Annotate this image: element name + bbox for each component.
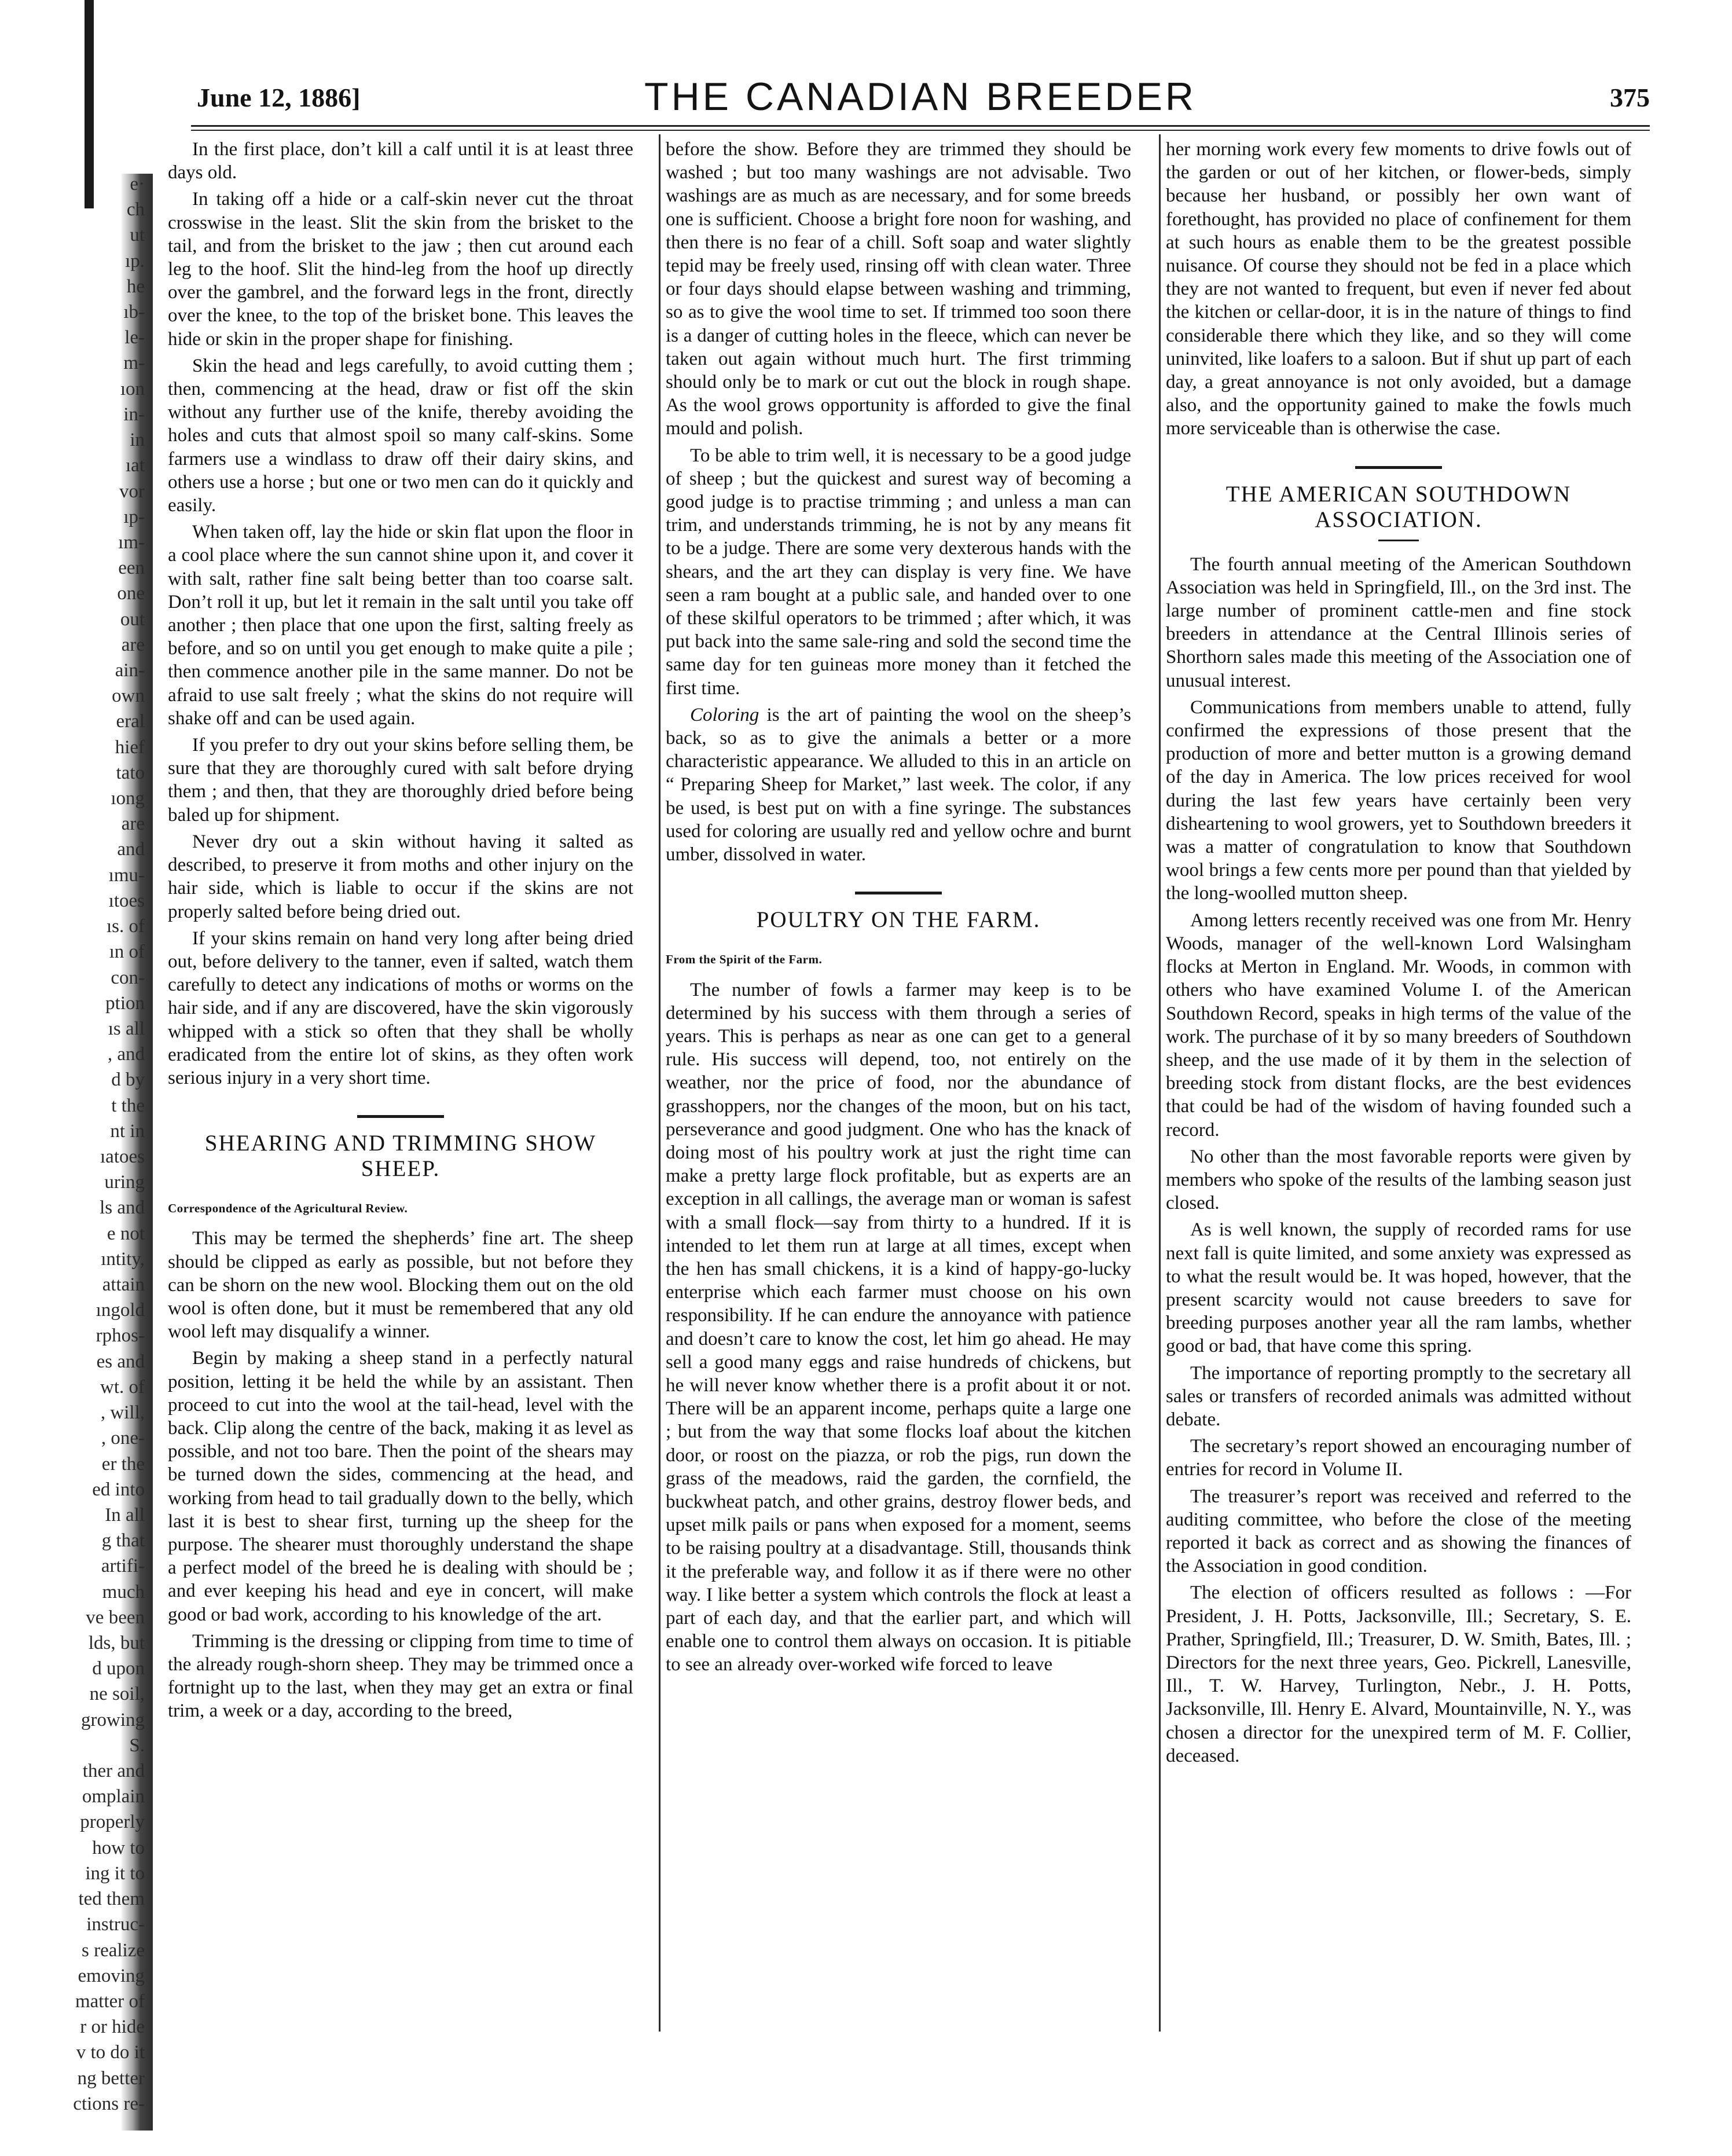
paragraph: The fourth annual meeting of the American Southdown Association was held in Springfield, Ill., on the 3rd inst. The large number of prominent cattle-men and fine stock breeders in attendance at the Central Illinois series of Shorthorn sales made this meeting of the Association one of unusual interest. (1166, 553, 1631, 691)
paragraph: The number of fowls a farmer may keep is to be determined by his success with them through a series of years. This is perhaps as near as one can get to a general rule. His success will depend, too, not entirely on the weather, nor the price of food, nor the abundance of grasshoppers, nor the changes of the moon, but on his tact, perseverance and good judgment. One who has the knack of doing most of his poultry work at just the right time can make a pretty large flock profitable, but as experts are an exception in all callings, the average man or woman is safest with a small flock—say from thirty to a hundred. If it is intended to let them run at large at all times, except when the hen has small chickens, it is a kind of happy-go-lucky enterprise which each farmer must choose on his own responsibility. If he can endure the annoyance with patience and doesn’t care to know the cost, let him go ahead. He may sell a good many eggs and raise hundreds of chickens, but he will never know whether there is a profit about it or not. There will be an apparent income, perhaps quite a large one ; but from the way that some flocks loaf about the kitchen door, or roost on the piazza, or rob the pigs, run down the grass of the meadows, raid the garden, the cornfield, the buckwheat patch, and other grains, destroy flower beds, and upset milk pails or pans when exposed for a moment, seems to be raising poultry at a disadvantage. Still, thousands think it the preferable way, and follow it as if there were no other way. I like better a system which controls the flock at least a part of each day, and that the earlier part, and which will enable one to control them always on occasion. It is pitiable to see an already over-worked wife forced to leave (666, 979, 1131, 1675)
coloring-text: is the art of painting the wool on the sheep’s back, so as to give the animals a better or a more characteristic appearance. We alluded to this in an article on “ Preparing Sheep for Market,” last week. The color, if any be used, is best put on with a fine syringe. The substances used for coloring are usually red and yellow ochre and burnt umber, dissolved in water. (666, 704, 1131, 866)
margin-fragment: m- (123, 353, 145, 374)
margin-fragment: ption (105, 992, 145, 1014)
margin-fragment: ıon (120, 378, 145, 399)
margin-fragment: In all (105, 1504, 145, 1526)
margin-fragment: ut (130, 225, 145, 246)
margin-fragment: ıb- (123, 302, 145, 323)
heading-underline (1378, 540, 1419, 541)
margin-fragment: ım- (118, 531, 145, 553)
margin-fragment: attain (102, 1274, 145, 1296)
paragraph: This may be termed the shepherds’ fine art. The sheep should be clipped as early as possible, but not before they can be shorn on the new wool. Blocking them out on the old wool is often done, but it must be remembered that any old wool left may disqualify a winner. (168, 1228, 633, 1343)
margin-fragment: een (118, 558, 145, 579)
margin-fragment: ımu- (108, 864, 145, 886)
paragraph: No other than the most favorable reports were given by members who spoke of the results of the lambing season just closed. (1166, 1146, 1631, 1214)
page-header (191, 74, 1650, 120)
margin-fragment: are (121, 813, 145, 835)
header-rule (191, 125, 1650, 127)
margin-fragment: es and (96, 1351, 145, 1372)
margin-fragment: ıs all (108, 1018, 145, 1039)
margin-fragment: and (117, 839, 145, 860)
margin-fragment: emoving (78, 1965, 145, 1986)
margin-fragment: d by (111, 1069, 145, 1091)
article-heading-poultry: POULTRY ON THE FARM. (756, 907, 1041, 933)
margin-fragment: ne soil, (89, 1684, 145, 1705)
margin-fragment: t the (111, 1095, 145, 1116)
paragraph: Begin by making a sheep stand in a perfectly natural position, letting it be held the while by an assistant. Then proceed to cut into the wool at the tail-head, level with the back. Clip along the centre of the back, making it as level as possible, and not too bare. Then the point of the shears may be turned down the sides, commencing at the head, and working from head to tail gradually down to the belly, which last it is best to shear first, turning up the sheep for the purpose. The shearer must thoroughly understand the shape a perfect model of the breed he is dealing with should be ; and ever keeping his head and eye in concert, will make good or bad work, according to his knowledge of the art. (168, 1348, 633, 1625)
paragraph-coloring (666, 703, 1131, 866)
margin-fragment: ıp- (123, 506, 145, 527)
margin-fragment: nt in (110, 1120, 145, 1142)
margin-fragment: artifi- (101, 1556, 145, 1577)
margin-fragment: e· (130, 174, 145, 195)
margin-fragment: r or hide (80, 2016, 145, 2038)
column-2 (666, 138, 1131, 1680)
paragraph: Trimming is the dressing or clipping from time to time of the already rough-shorn sheep. They may be trimmed once a fortnight up to the last, when they may get an extra or final trim, a week or a day, according to the breed, (168, 1630, 633, 1722)
paragraph: If you prefer to dry out your skins before selling them, be sure that they are thoroughly cured with salt before drying them ; and then, that they are thoroughly dried before being baled up for shipment. (168, 735, 633, 826)
margin-fragment: ther and (82, 1761, 145, 1782)
margin-fragment: in- (123, 404, 145, 425)
paragraph: The secretary’s report showed an encouraging number of entries for record in Volume II. (1166, 1436, 1631, 1480)
coloring-term: Coloring (690, 704, 759, 725)
margin-fragment: hief (115, 736, 145, 758)
margin-fragment: he (126, 276, 145, 297)
margin-fragment: uring (104, 1172, 145, 1193)
margin-fragment: ıat (126, 455, 145, 476)
article-heading-shearing: SHEARING AND TRIMMING SHOW SHEEP. (204, 1131, 597, 1182)
paragraph: As is well known, the supply of recorded rams for use next fall is quite limited, and some anxiety was expressed as to what the result would be. It was hoped, however, that the present scarcity would not cause breeders to save for breeding purposes another year all the ram lambs, whether good or bad, that have come this spring. (1166, 1219, 1631, 1357)
margin-fragment: out (120, 608, 145, 630)
paragraph: Among letters recently received was one from Mr. Henry Woods, manager of the well-known Lord Walsingham flocks at Merton in England. Mr. Woods, in common with others who have examined Volume I. of the American Southdown Record, speaks in high terms of the value of the work. The purchase of it by so many breeders of Southdown sheep, and the use made of it by them in the selection of breeding stock from distant flocks, are the best evidences that could be had of the wisdom of having founded such a record. (1166, 910, 1631, 1141)
column-divider (1159, 134, 1161, 2032)
margin-fragment: in (130, 430, 145, 451)
margin-fragment: ain- (115, 660, 145, 681)
margin-fragment: instruc- (86, 1914, 145, 1935)
margin-fragment: much (102, 1581, 145, 1603)
paragraph: Never dry out a skin without having it salted as described, to preserve it from moths and other injury on the hair side, which is liable to occur if the skins are not properly salted before being dried out. (168, 831, 633, 922)
column-divider (659, 134, 660, 2032)
margin-fragment: eral (116, 711, 145, 732)
paragraph-continued: her morning work every few moments to drive fowls out of the garden or out of her kitchen, or flower-beds, simply because her husband, or possibly her own want of forethought, has provided no place of confinement for them at such hours as enable them to be the greatest possible nuisance. Of course they should not be fed in a place which they are not wanted to frequent, but even if never fed about the kitchen or cellar-door, it is in the nature of things to find considerable there which they like, and so they will come uninvited, like loafers to a saloon. But if shut up part of each day, a great annoyance is not only avoided, but a damage also, and the opportunity gained to make the fowls much more serviceable than is otherwise the case. (1166, 139, 1631, 439)
paragraph: The treasurer’s report was received and referred to the auditing committee, who before the close of the meeting reported it back as correct and as showing the finances of the Association in good condition. (1166, 1486, 1631, 1577)
article-heading-southdown: THE AMERICAN SOUTHDOWN ASSOCIATION. (1225, 481, 1572, 532)
bleed-through-margin (0, 0, 162, 2156)
margin-fragment: ıp. (125, 250, 145, 272)
article-source: From the Spirit of the Farm. (666, 952, 823, 967)
margin-fragment: v to do it (76, 2042, 145, 2063)
margin-fragment: S. (129, 1735, 145, 1756)
section-separator (357, 1115, 444, 1118)
margin-fragment: , and (107, 1044, 145, 1065)
page-number: 375 (1610, 83, 1650, 112)
margin-fragment: le- (124, 327, 145, 349)
margin-fragment: rphos- (96, 1325, 145, 1347)
margin-fragment: ıong (111, 788, 145, 809)
margin-fragment: ctions re- (73, 2093, 145, 2114)
paragraph: The importance of reporting promptly to the secretary all sales or transfers of recorded animals was admitted without debate. (1166, 1362, 1631, 1430)
margin-fragment: are (121, 634, 145, 655)
margin-fragment: ing it to (85, 1862, 145, 1884)
margin-fragment: ıtoes (108, 890, 145, 911)
margin-fragment: one (117, 583, 145, 604)
paragraph-continued: before the show. Before they are trimmed they should be washed ; but too many washings are not advisable. Two washings are as much as are necessary, and for some breeds one is sufficient. Choose a bright fore noon for washing, and then there is no fear of a chill. Soft soap and water slightly tepid may be freely used, rinsing off with clean water. Three or four days should elapse between washing and trimming, so as to give the wool time to set. If trimmed too soon there is a danger of cutting holes in the fleece, which can never be taken out again without much hurt. The first trimming should only be to mark or cut out the block in rough shape. As the wool grows opportunity is afforded to give the final mould and polish. (666, 139, 1131, 439)
margin-fragment: g that (101, 1530, 145, 1552)
header-rule-thin (191, 130, 1650, 131)
margin-fragment: ed into (92, 1479, 145, 1500)
margin-fragment: growing (81, 1709, 145, 1730)
margin-fragment: matter of (75, 1990, 145, 2012)
issue-date: June 12, 1886] (197, 83, 361, 112)
margin-fragment: ın of (109, 941, 145, 963)
margin-fragment: ls and (100, 1197, 145, 1219)
paragraph: Skin the head and legs carefully, to avoid cutting them ; then, commencing at the head, draw or fist off the skin without any further use of the knife, thereby avoiding the holes and cuts that almost spoil so many calf-skins. Some farmers use a windlass to draw off their dairy skins, and others use a horse ; but one or two men can do it quickly and easily. (168, 355, 633, 516)
margin-fragment: e not (107, 1223, 145, 1244)
column-3 (1166, 138, 1631, 1771)
margin-fragment: ted them (78, 1889, 145, 1910)
margin-fragment: ıngold (96, 1300, 145, 1321)
paragraph: In taking off a hide or a calf-skin never cut the throat crosswise in the least. Slit the skin from the brisket to the tail, and from the brisket to the jaw ; then cut around each leg to the hoof. Slit the hind-leg from the hoof up directly over the gambrel, and the forward legs in the front, directly over the knee, to the top of the brisket bone. This leaves the hide or skin in the proper shape for finishing. (168, 189, 633, 350)
margin-fragment: d upon (92, 1658, 145, 1680)
margin-fragment: vor (119, 481, 145, 502)
margin-fragment: ve been (86, 1607, 145, 1628)
margin-fragment: own (112, 685, 145, 707)
masthead-title: THE CANADIAN BREEDER (644, 75, 1197, 119)
paragraph: Communications from members unable to attend, fully confirmed the expressions of those present that the production of more and better mutton is a growing demand of the day in America. The low prices received for wool during the last few years have certainly been very disheartening to wool growers, yet to Southdown breeders it was a matter of congratulation to know that Southdown wool brings a few cents more per pound than that yielded by the long-woolled mutton sheep. (1166, 696, 1631, 904)
margin-fragment: s realize (81, 1939, 145, 1961)
margin-fragment: , one- (101, 1428, 145, 1449)
binding-edge-shadow (85, 0, 94, 208)
margin-fragment: ıatoes (100, 1146, 145, 1167)
section-separator (855, 892, 942, 894)
margin-fragment: er the (101, 1453, 145, 1475)
paragraph: If your skins remain on hand very long after being dried out, before delivery to the tanner, even if salted, watch them carefully to detect any indications of moths or worms on the hair side, and if any are discovered, have the skin vigorously whipped with a stick so often that they shall be wholly eradicated from the entire lot of skins, as they often work serious injury in a very short time. (168, 927, 633, 1088)
margin-fragment: , will, (100, 1402, 145, 1424)
margin-fragment: ıs. of (107, 916, 145, 937)
section-separator (1355, 466, 1442, 469)
margin-fragment: ch (126, 199, 145, 221)
paragraph: In the first place, don’t kill a calf until it is at least three days old. (168, 139, 633, 184)
paragraph: The election of officers resulted as follows : —For President, J. H. Potts, Jacksonville, Ill.; Secretary, S. E. Prather, Springfield, Ill.; Treasurer, D. W. Smith, Bates, Ill. ; Directors for the next three years, Geo. Pickrell, Lanesville, Ill., T. W. Harvey, Turlington, Nebr., J. H. Potts, Jacksonville, Ill. Henry E. Alvard, Mountainville, N. Y., was chosen a director for the unexpired term of M. F. Collier, deceased. (1166, 1582, 1631, 1766)
margin-fragment: ıntity, (101, 1248, 145, 1270)
margin-fragment: con- (111, 967, 145, 988)
margin-fragment: how to (92, 1837, 145, 1858)
margin-fragment: tato (116, 762, 145, 783)
margin-fragment: omplain (82, 1786, 145, 1807)
paragraph: To be able to trim well, it is necessary to be a good judge of sheep ; but the quickest and surest way of becoming a good judge is to practise trimming ; and unless a man can trim, and understands trimming, he is not by any means fit to be a judge. There are some very dexterous hands with the shears, and the art they can display is very fine. We have seen a ram bought at a public sale, and handed over to one of these skilful operators to be trimmed ; after which, it was put back into the same sale-ring and sold the second time the same day for ten guineas more money than it fetched the first time. (666, 445, 1131, 699)
margin-fragment: lds, but (88, 1633, 145, 1653)
column-1 (168, 138, 633, 1726)
margin-fragment: wt. of (100, 1376, 145, 1398)
paragraph: When taken off, lay the hide or skin flat upon the floor in a cool place where the sun cannot shine upon it, and cover it with salt, rather fine salt being better than too coarse salt. Don’t roll it up, but let it remain in the salt until you take off another ; then place that one upon the first, salting freely as before, and so on until you get enough to make quite a pile ; then commence another pile in the same manner. Do not be afraid to use salt freely ; what the skins do not require will shake off and can be used again. (168, 522, 633, 729)
margin-fragment: ng better (77, 2067, 145, 2089)
article-source: Correspondence of the Agricultural Review. (168, 1201, 408, 1216)
margin-fragment: properly (80, 1812, 145, 1833)
